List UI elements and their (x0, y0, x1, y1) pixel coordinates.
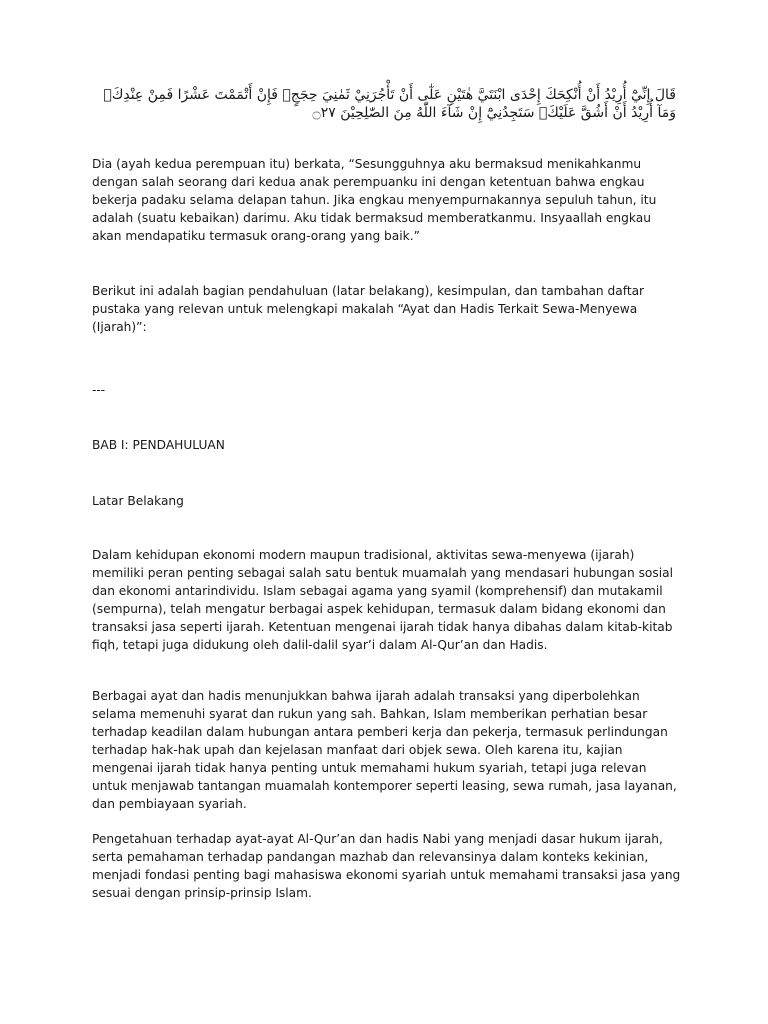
chapter-heading: BAB I: PENDAHULUAN (92, 438, 225, 452)
verse-translation: Dia (ayah kedua perempuan itu) berkata, “Sesungguhnya aku bermaksud menikahkanmu dengan salah seorang dari kedua anak perempuanku ini dengan ketentuan bahwa engkau bekerja padaku selama delapan tahun. Jika engkau menyempurnakannya sepuluh tahun, itu adalah (suatu kebaikan) darimu. Aku tidak bermaksud memberatkanmu. Insyaallah engkau akan mendapatiku termasuk orang-orang yang baik.” (92, 157, 657, 243)
body-paragraph: Dalam kehidupan ekonomi modern maupun tradisional, aktivitas sewa-menyewa (ijarah) memiliki peran penting sebagai salah satu bentuk muamalah yang mendasari hubungan sosial dan ekonomi antarindividu. Islam sebagai agama yang syamil (komprehensif) dan mutakamil (sempurna), telah mengatur berbagai aspek kehidupan, termasuk dalam bidang ekonomi dan transaksi jasa seperti ijarah. Ketentuan mengenai ijarah tidak hanya dibahas dalam kitab-kitab fiqh, tetapi juga didukung oleh dalil-dalil syar’i dalam Al-Qur’an dan Hadis. (92, 548, 673, 652)
separator-line: --- (92, 383, 106, 397)
body-paragraph: Berbagai ayat dan hadis menunjukkan bahwa ijarah adalah transaksi yang diperbolehkan selama memenuhi syarat dan rukun yang sah. Bahkan, Islam memberikan perhatian besar terhadap keadilan dalam hubungan antara pemberi kerja dan pekerja, termasuk perlindungan terhadap hak-hak upah dan kejelasan manfaat dari objek sewa. Oleh karena itu, kajian mengenai ijarah tidak hanya penting untuk memahami hukum syariah, tetapi juga relevan untuk menjawab tantangan muamalah kontemporer seperti leasing, sewa rumah, jasa layanan, dan pembiayaan syariah. (92, 689, 677, 811)
body-paragraph: Pengetahuan terhadap ayat-ayat Al-Qur’an dan hadis Nabi yang menjadi dasar hukum ijarah, serta pemahaman terhadap pandangan mazhab dan relevansinya dalam konteks kekinian, menjadi fondasi penting bagi mahasiswa ekonomi syariah untuk memahami transaksi jasa yang sesuai dengan prinsip-prinsip Islam. (92, 832, 681, 900)
section-heading: Latar Belakang (92, 494, 184, 508)
arabic-verse: قَالَ إِنِّيْٓ أُرِيْدُ أَنْ أُنْكِحَكَ إِحْدَى ابْنَتَيَّ هٰتَيْنِ عَلٰٓى أَنْ تَأْجُرَنِيْ ثَمٰنِيَ حِجَجٍۚ فَإِنْ أَتْمَمْتَ عَشْرًا فَمِنْ عِنْدِكَۚ وَمَآ أُرِيْدُ أَنْ أَشُقَّ عَلَيْكَۗ سَتَجِدُنِيْٓ إِنْ شَآءَ اللّٰهُ مِنَ الصّٰلِحِيْنَ ۝٢٧ (103, 87, 676, 121)
intro-paragraph: Berikut ini adalah bagian pendahuluan (latar belakang), kesimpulan, dan tambahan daftar pustaka yang relevan untuk melengkapi makalah “Ayat dan Hadis Terkait Sewa-Menyewa (Ijarah)”: (92, 284, 645, 334)
